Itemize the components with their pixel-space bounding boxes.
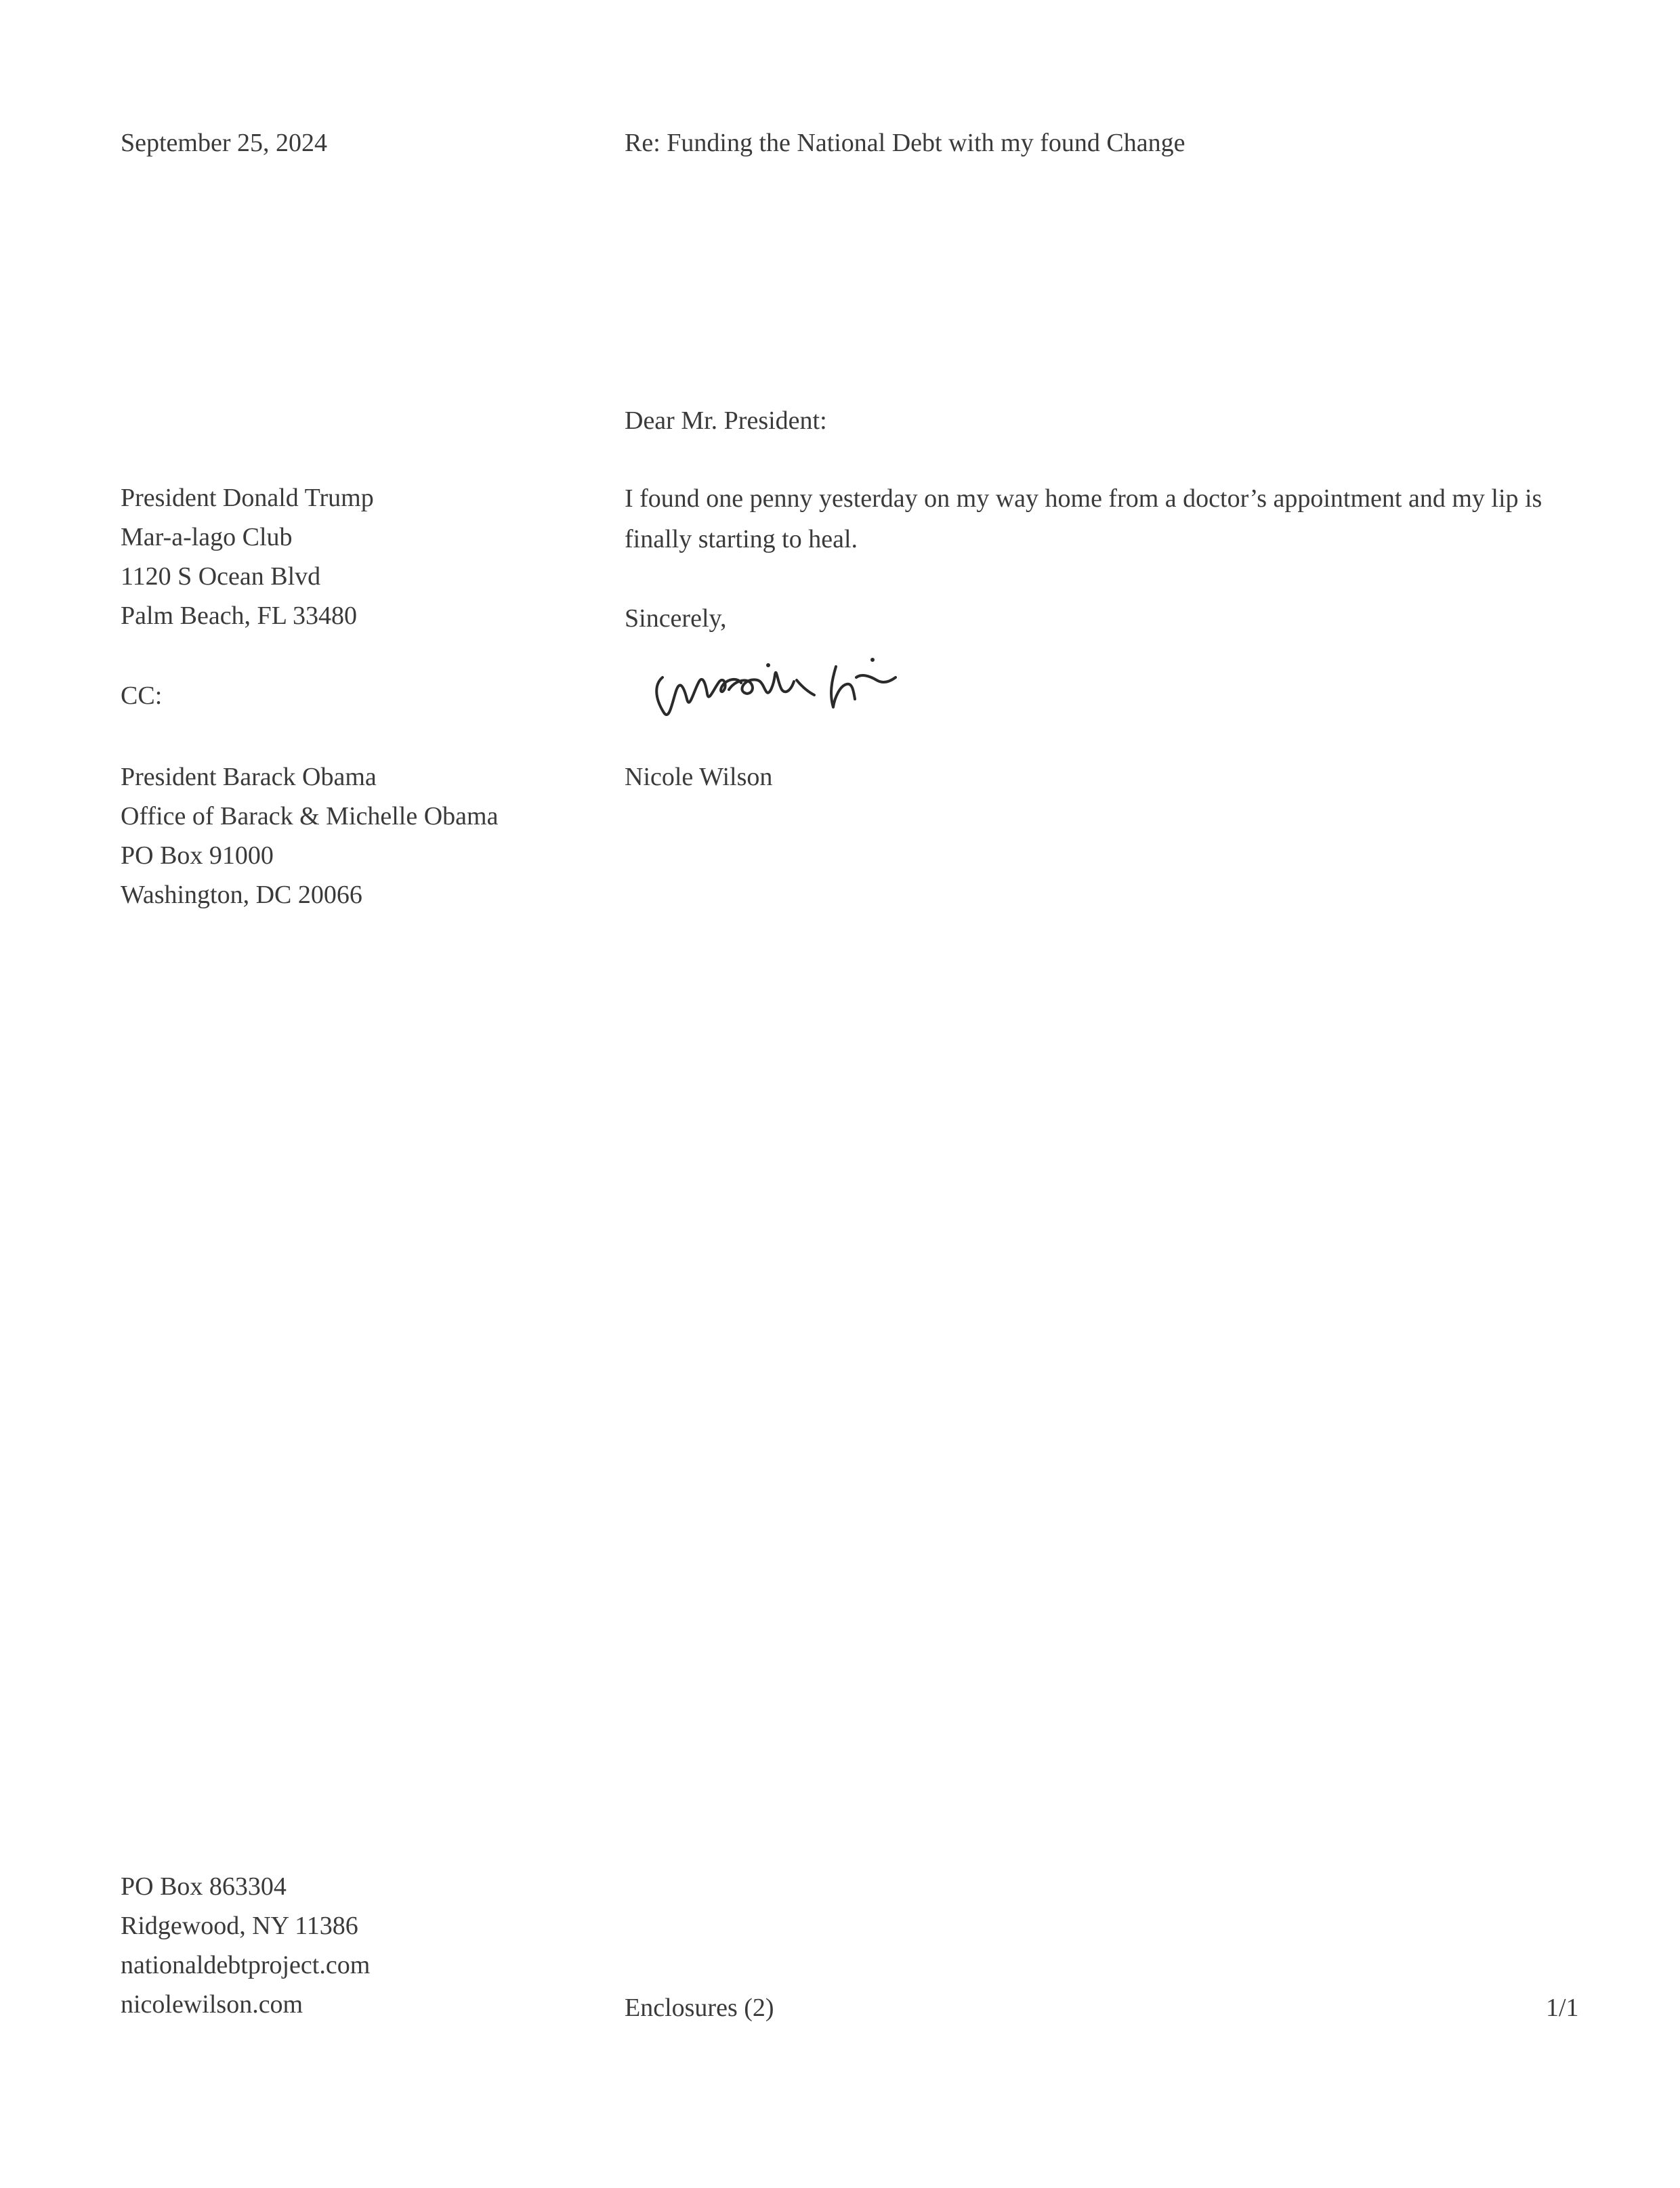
sender-line-1: PO Box 863304 xyxy=(121,1872,287,1901)
closing: Sincerely, xyxy=(625,604,727,633)
recipient-name: President Donald Trump xyxy=(121,484,374,512)
body-paragraph: I found one penny yesterday on my way home from a doctor’s appointment and my lip is finally starting to heal. xyxy=(625,484,1542,553)
cc-recipient-name: President Barack Obama xyxy=(121,763,377,791)
letter-date: September 25, 2024 xyxy=(121,129,328,157)
letter-subject: Re: Funding the National Debt with my found Change xyxy=(625,129,1185,157)
recipient-line-3: Palm Beach, FL 33480 xyxy=(121,602,357,630)
recipient-address xyxy=(121,478,374,635)
page-number: 1/1 xyxy=(1546,1994,1579,2022)
letter-body xyxy=(625,478,1573,560)
salutation: Dear Mr. President: xyxy=(625,406,827,435)
enclosures-note: Enclosures (2) xyxy=(625,1994,774,2022)
cc-recipient-address xyxy=(121,757,498,914)
cc-recipient-line-2: PO Box 91000 xyxy=(121,841,274,870)
signature-drawing xyxy=(649,650,1001,732)
handwritten-signature xyxy=(649,650,1001,735)
sender-website-1: nationaldebtproject.com xyxy=(121,1951,371,1979)
sender-line-2: Ridgewood, NY 11386 xyxy=(121,1912,358,1940)
sender-website-2: nicolewilson.com xyxy=(121,1990,303,2019)
cc-recipient-line-3: Washington, DC 20066 xyxy=(121,881,362,909)
recipient-line-2: 1120 S Ocean Blvd xyxy=(121,562,321,591)
cc-recipient-line-1: Office of Barack & Michelle Obama xyxy=(121,802,499,830)
recipient-line-1: Mar-a-lago Club xyxy=(121,523,293,551)
signer-name: Nicole Wilson xyxy=(625,763,773,791)
cc-label: CC: xyxy=(121,681,163,710)
sender-address xyxy=(121,1867,370,2024)
